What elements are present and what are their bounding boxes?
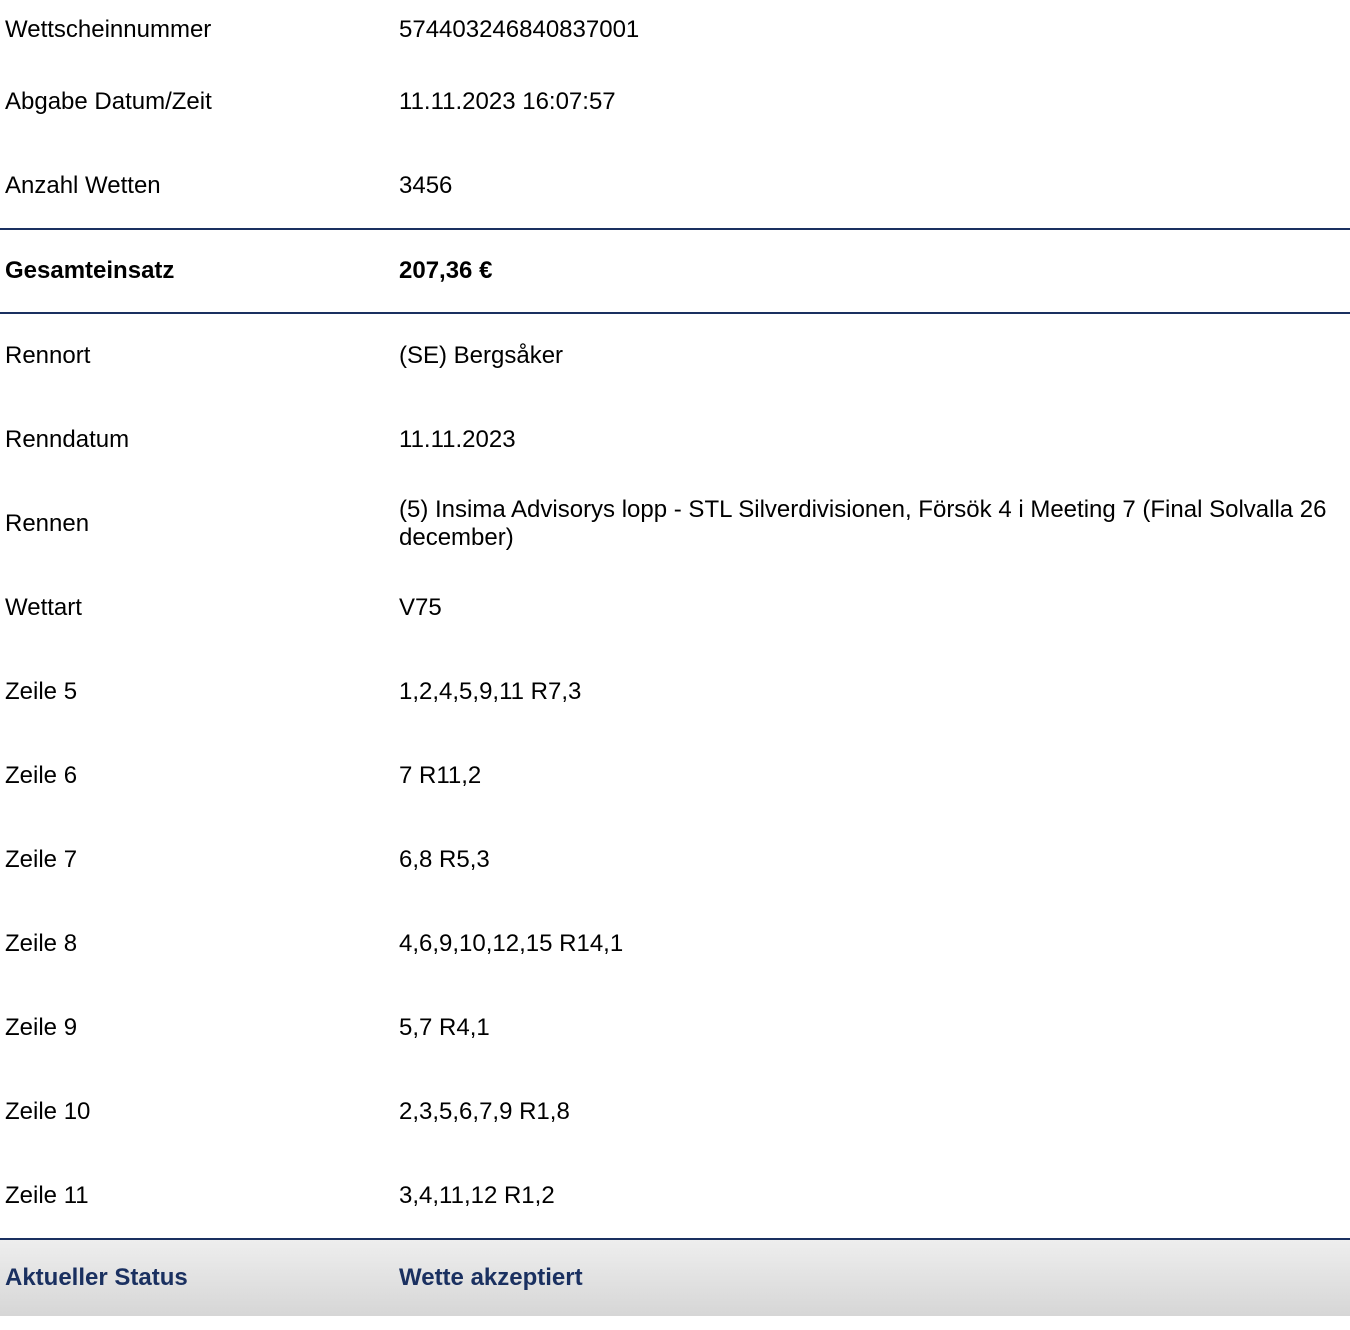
total-stake-value: 207,36 €: [399, 257, 493, 284]
current-status-label: Aktueller Status: [5, 1264, 188, 1291]
line-value: 3,4,11,12 R1,2: [399, 1182, 555, 1209]
line-row-11: [0, 1154, 1350, 1238]
line-value: 4,6,9,10,12,15 R14,1: [399, 930, 624, 957]
bet-count-row: [0, 144, 1350, 228]
line-value: 2,3,5,6,7,9 R1,8: [399, 1098, 570, 1125]
race-date-row: [0, 398, 1350, 482]
bet-type-row: [0, 566, 1350, 650]
race-value: (5) Insima Advisorys lopp - STL Silverdivisionen, Försök 4 i Meeting 7 (Final Solvalla 26 december): [399, 496, 1327, 551]
bet-count-value: 3456: [399, 172, 453, 199]
bet-type-value: V75: [399, 594, 442, 621]
ticket-number-row: [0, 0, 1350, 60]
bet-type-label: Wettart: [5, 594, 82, 621]
total-stake-row: [0, 228, 1350, 314]
ticket-number-label: Wettscheinnummer: [5, 16, 212, 43]
race-date-value: 11.11.2023: [399, 426, 516, 453]
line-value: 7 R11,2: [399, 762, 482, 789]
line-value: 5,7 R4,1: [399, 1014, 490, 1041]
line-label: Zeile 9: [5, 1014, 78, 1041]
race-label: Rennen: [5, 510, 90, 537]
line-row-6: [0, 734, 1350, 818]
current-status-row: [0, 1238, 1350, 1316]
line-label: Zeile 8: [5, 930, 78, 957]
race-venue-label: Rennort: [5, 342, 91, 369]
line-label: Zeile 7: [5, 846, 78, 873]
bet-count-label: Anzahl Wetten: [5, 172, 161, 199]
line-label: Zeile 5: [5, 678, 78, 705]
submission-datetime-value: 11.11.2023 16:07:57: [399, 88, 616, 115]
race-row: [0, 482, 1350, 566]
race-venue-row: [0, 314, 1350, 398]
line-value: 1,2,4,5,9,11 R7,3: [399, 678, 582, 705]
submission-datetime-row: [0, 60, 1350, 144]
line-value: 6,8 R5,3: [399, 846, 490, 873]
line-label: Zeile 10: [5, 1098, 91, 1125]
line-row-8: [0, 902, 1350, 986]
line-row-10: [0, 1070, 1350, 1154]
ticket-number-value: 574403246840837001: [399, 16, 640, 43]
race-date-label: Renndatum: [5, 426, 130, 453]
submission-datetime-label: Abgabe Datum/Zeit: [5, 88, 212, 115]
race-venue-value: (SE) Bergsåker: [399, 342, 564, 369]
line-row-9: [0, 986, 1350, 1070]
total-stake-label: Gesamteinsatz: [5, 257, 175, 284]
line-row-5: [0, 650, 1350, 734]
line-label: Zeile 11: [5, 1182, 89, 1209]
line-label: Zeile 6: [5, 762, 78, 789]
line-row-7: [0, 818, 1350, 902]
current-status-value: Wette akzeptiert: [399, 1264, 583, 1291]
